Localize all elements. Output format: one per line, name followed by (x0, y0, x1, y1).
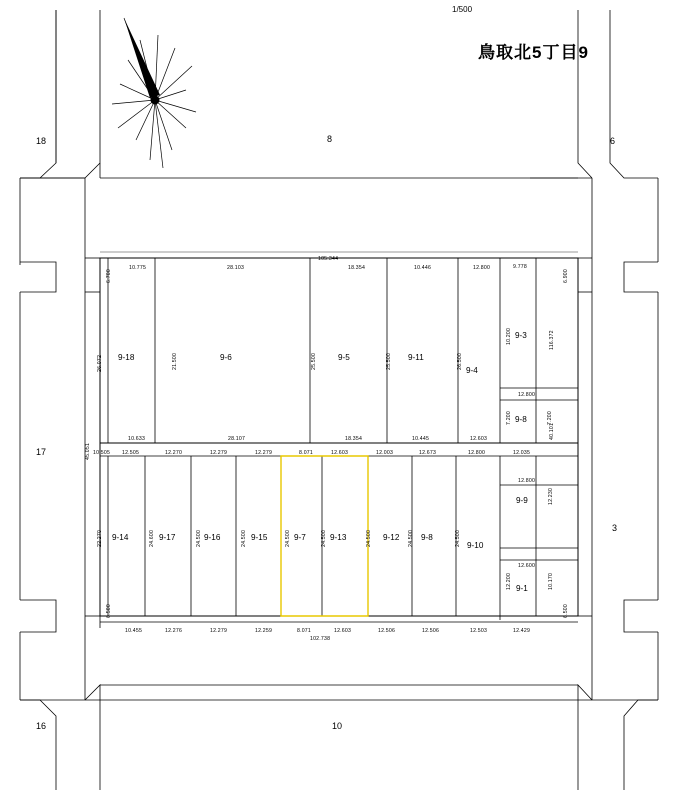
dim-v-upper-9: 7.200 (547, 411, 553, 425)
dim-mid-9: 12.279 (255, 450, 273, 456)
dim-v-upper-3: 25.500 (311, 352, 317, 370)
dim-top-6: 9.778 (513, 264, 527, 270)
dim-mid-12: 12.003 (376, 450, 394, 456)
block-label-17: 17 (36, 447, 47, 457)
parcel-9-11[interactable]: 9-11 (408, 353, 424, 362)
dim-bottom-6: 12.506 (378, 628, 396, 634)
dim-bottom-9: 12.429 (513, 628, 531, 634)
dim-mid-13: 12.673 (419, 450, 437, 456)
dim-top-2: 105.344 (318, 256, 339, 262)
dim-v-lower-1: 22.270 (97, 529, 103, 547)
dim-v-lower-10: 12.800 (518, 478, 536, 484)
dim-mid-2: 18.354 (345, 436, 363, 442)
dim-mid-5: 10.505 (93, 450, 111, 456)
dim-mid-4: 12.603 (470, 436, 488, 442)
dim-top-3: 18.354 (348, 265, 366, 271)
dim-v-lower-13: 12.200 (506, 572, 512, 590)
dim-v-lower-2: 24.600 (149, 529, 155, 547)
dim-v-lower-9: 24.500 (455, 529, 461, 547)
dim-bottom-8: 12.503 (470, 628, 488, 634)
scale-label: 1/500 (452, 5, 473, 14)
dim-top-5: 12.800 (473, 265, 491, 271)
dim-v-upper-8: 7.200 (506, 411, 512, 425)
parcel-9-1[interactable]: 9-1 (516, 584, 528, 593)
block-label-6: 6 (610, 136, 616, 146)
parcel-9-9[interactable]: 9-9 (516, 496, 528, 505)
dim-bottom-0: 10.455 (125, 628, 143, 634)
dim-mid-1: 28.107 (228, 436, 246, 442)
dim-bottom-10: 102.738 (310, 636, 331, 642)
dim-v-upper-0: 6.700 (106, 269, 112, 283)
dim-mid-7: 12.270 (165, 450, 183, 456)
dim-v-lower-8: 24.500 (408, 529, 414, 547)
dim-v-upper-11: 6.900 (563, 269, 569, 283)
dim-v-upper-7: 12.800 (518, 392, 536, 398)
dim-v-lower-0: 6.500 (106, 604, 112, 618)
dim-mid-10: 8.071 (299, 450, 313, 456)
dim-mid-8: 12.279 (210, 450, 228, 456)
parcel-9-14[interactable]: 9-14 (112, 533, 129, 542)
block-label-3: 3 (612, 523, 618, 533)
dim-v-upper-10: 116.372 (549, 330, 555, 350)
dim-mid-15: 12.035 (513, 450, 531, 456)
parcel-9-6[interactable]: 9-6 (220, 353, 232, 362)
dim-mid-6: 12.505 (122, 450, 140, 456)
dim-v-lower-7: 24.500 (366, 529, 372, 547)
dim-bottom-7: 12.506 (422, 628, 440, 634)
dim-bottom-2: 12.279 (210, 628, 228, 634)
block-label-8: 8 (327, 134, 333, 144)
dim-v-upper-4: 25.500 (386, 352, 392, 370)
parcel-9-4[interactable]: 9-4 (466, 366, 478, 375)
parcel-9-18[interactable]: 9-18 (118, 353, 135, 362)
block-label-10: 10 (332, 721, 343, 731)
dim-bottom-3: 12.259 (255, 628, 273, 634)
dim-v-lower-3: 24.500 (196, 529, 202, 547)
dim-mid-11: 12.603 (331, 450, 349, 456)
parcel-9-16[interactable]: 9-16 (204, 533, 221, 542)
dim-v-upper-2: 21.500 (172, 352, 178, 370)
parcel-9-3[interactable]: 9-3 (515, 331, 527, 340)
parcel-9-5[interactable]: 9-5 (338, 353, 350, 362)
block-label-18: 18 (36, 136, 47, 146)
parcel-9-10[interactable]: 9-10 (467, 541, 484, 550)
dim-top-1: 28.103 (227, 265, 245, 271)
block-label-16: 16 (36, 721, 47, 731)
dim-v-upper-1: 26.072 (97, 354, 103, 372)
dim-top-4: 10.446 (414, 265, 432, 271)
dim-bottom-4: 8.071 (297, 628, 311, 634)
dim-mid-14: 12.800 (468, 450, 486, 456)
dim-v-upper-6: 10.200 (506, 327, 512, 345)
parcel-9-7[interactable]: 9-7 (294, 533, 306, 542)
dim-v-upper-13: 40.101 (549, 422, 555, 440)
dim-v-upper-12: 45.051 (85, 442, 91, 460)
map-title: 鳥取北5丁目9 (478, 43, 589, 62)
parcel-9-13[interactable]: 9-13 (330, 533, 347, 542)
dim-v-upper-5: 26.500 (457, 352, 463, 370)
dim-v-lower-6: 24.500 (321, 529, 327, 547)
dim-mid-0: 10.633 (128, 436, 146, 442)
dim-top-0: 10.775 (129, 265, 147, 271)
dim-v-lower-14: 10.170 (548, 572, 554, 590)
dim-v-lower-5: 24.500 (285, 529, 291, 547)
dim-mid-3: 10.445 (412, 436, 430, 442)
dim-bottom-5: 12.603 (334, 628, 352, 634)
parcel-9-12[interactable]: 9-12 (383, 533, 400, 542)
dim-v-lower-4: 24.500 (241, 529, 247, 547)
parcel-9-17[interactable]: 9-17 (159, 533, 176, 542)
dim-bottom-1: 12.276 (165, 628, 183, 634)
parcel-9-15[interactable]: 9-15 (251, 533, 268, 542)
parcel-9-8-lower[interactable]: 9-8 (421, 533, 433, 542)
dim-v-lower-11: 12.230 (548, 487, 554, 505)
dim-v-lower-15: 6.500 (563, 604, 569, 618)
dim-v-lower-12: 12.600 (518, 563, 536, 569)
parcel-9-8-upper[interactable]: 9-8 (515, 415, 527, 424)
